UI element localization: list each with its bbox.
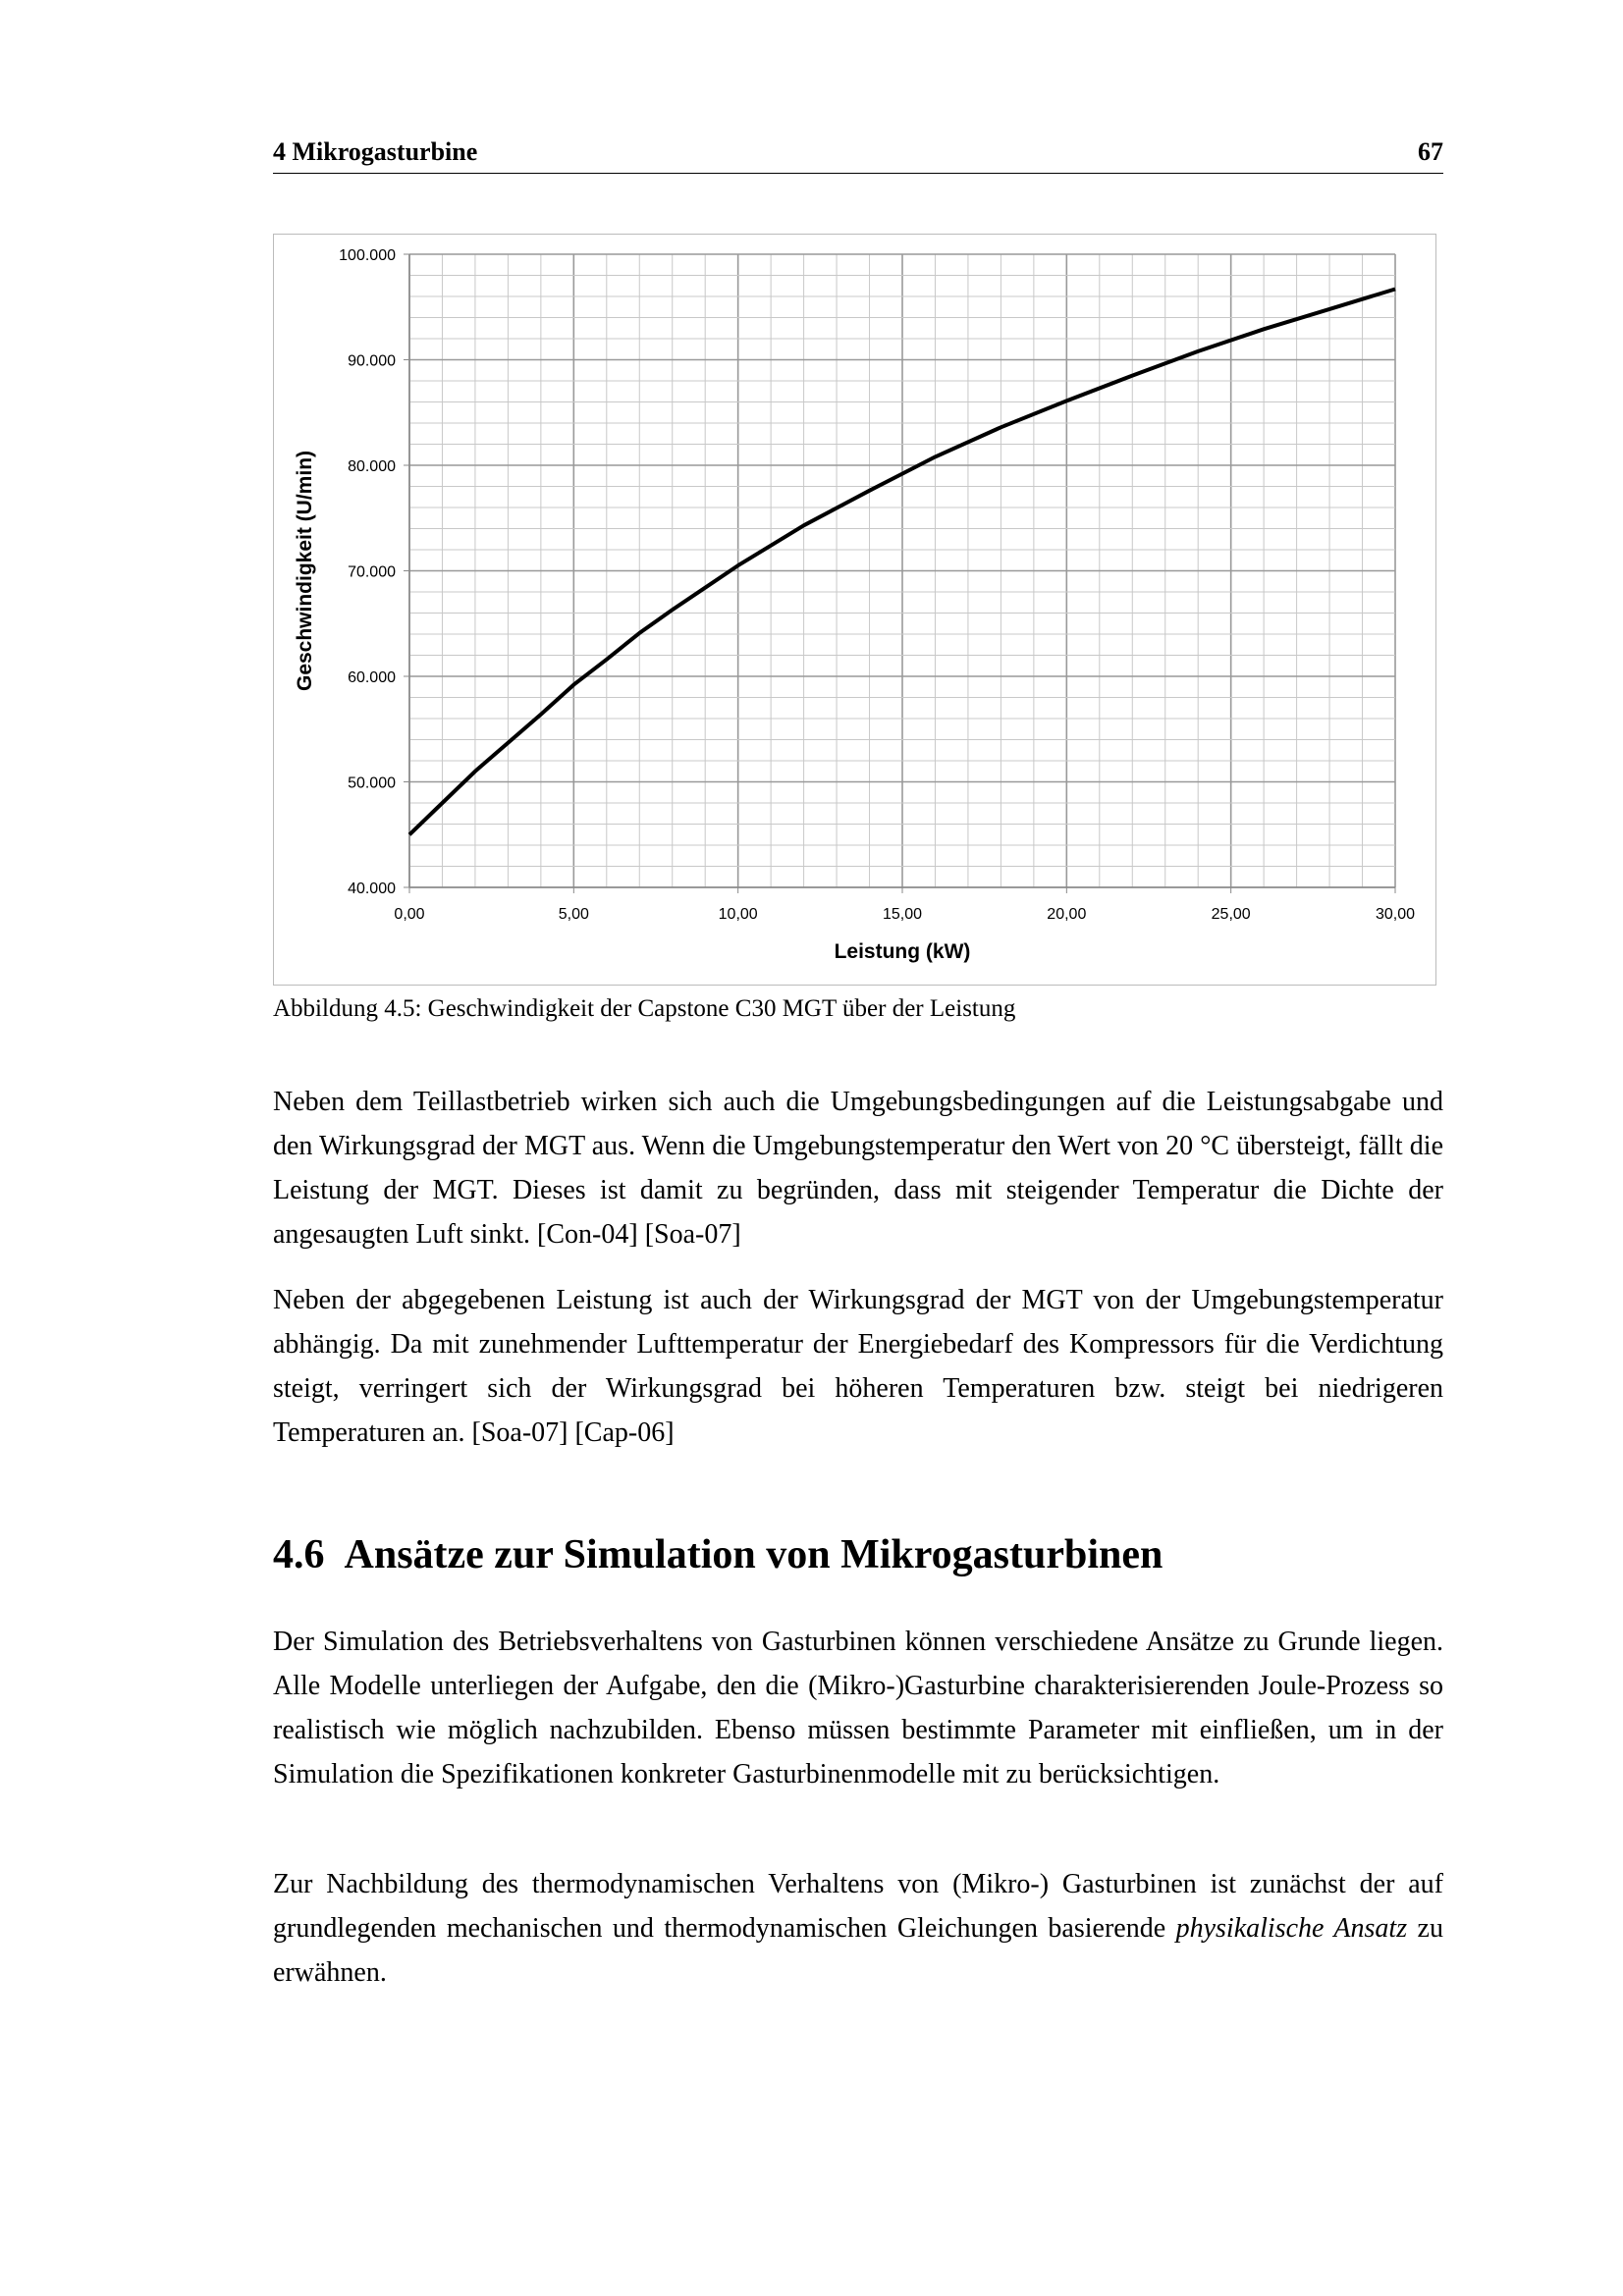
speed-chart bbox=[273, 234, 1436, 986]
page-number: 67 bbox=[1418, 137, 1443, 166]
section-heading bbox=[273, 1531, 1163, 1578]
y-axis-label: Geschwindigkeit (U/min) bbox=[294, 450, 316, 692]
y-tick-label: 40.000 bbox=[348, 881, 396, 897]
y-tick-label: 60.000 bbox=[348, 669, 396, 686]
y-tick-label: 100.000 bbox=[339, 247, 396, 264]
paragraph-4 bbox=[273, 1862, 1443, 1995]
paragraph-4-italic: physikalische Ansatz bbox=[1175, 1913, 1408, 1944]
x-tick-label: 5,00 bbox=[558, 906, 589, 923]
paragraph-4-end: zu erwähnen. bbox=[273, 1913, 1443, 1988]
section-title: Ansätze zur Simulation von Mikrogasturbinen bbox=[344, 1532, 1163, 1577]
y-tick-label: 50.000 bbox=[348, 774, 396, 792]
chart-svg bbox=[274, 235, 1437, 987]
x-tick-label: 15,00 bbox=[882, 906, 923, 923]
paragraph-1: Neben dem Teillastbetrieb wirken sich auch die Umgebungsbedingungen auf die Leistungsabgabe und den Wirkungsgrad der MGT aus. Wenn die Umgebungstemperatur den Wert von 20 °C übersteigt, fällt die Leistung der MGT. Dieses ist damit zu begründen, dass mit steigender Temperatur die Dichte der angesaugten Luft sinkt. [Con-04] [Soa-07] bbox=[273, 1087, 1443, 1250]
x-axis-label: Leistung (kW) bbox=[834, 940, 971, 963]
x-tick-label: 20,00 bbox=[1047, 906, 1087, 923]
x-tick-label: 25,00 bbox=[1211, 906, 1251, 923]
paragraph-4-text: Zur Nachbildung des thermodynamischen Verhaltens von (Mikro-) Gasturbinen ist zunächst der auf grundlegenden mechanischen und thermodynamischen Gleichungen basierende bbox=[273, 1869, 1443, 1944]
x-tick-label: 30,00 bbox=[1375, 906, 1416, 923]
y-tick-label: 80.000 bbox=[348, 458, 396, 475]
y-tick-label: 90.000 bbox=[348, 352, 396, 370]
y-tick-label: 70.000 bbox=[348, 563, 396, 581]
x-tick-label: 10,00 bbox=[718, 906, 758, 923]
section-number: 4.6 bbox=[273, 1532, 325, 1577]
figure-caption: Abbildung 4.5: Geschwindigkeit der Capstone C30 MGT über der Leistung bbox=[273, 995, 1016, 1022]
x-tick-label: 0,00 bbox=[394, 906, 425, 923]
paragraph-3: Der Simulation des Betriebsverhaltens von Gasturbinen können verschiedene Ansätze zu Grunde liegen. Alle Modelle unterliegen der Aufgabe, den die (Mikro-)Gasturbine charakterisierenden Joule-Prozess so realistisch wie möglich nachzubilden. Ebenso müssen bestimmte Parameter mit einfließen, um in der Simulation die Spezifikationen konkreter Gasturbinenmodelle mit zu berücksichtigen. bbox=[273, 1627, 1443, 1789]
paragraph-2: Neben der abgegebenen Leistung ist auch der Wirkungsgrad der MGT von der Umgebungstemperatur abhängig. Da mit zunehmender Lufttemperatur der Energiebedarf des Kompressors für die Verdichtung steigt, verringert sich der Wirkungsgrad bei höheren Temperaturen bzw. steigt bei niedrigeren Temperaturen an. [Soa-07] [Cap-06] bbox=[273, 1285, 1443, 1448]
chapter-title: 4 Mikrogasturbine bbox=[273, 137, 478, 166]
running-header bbox=[273, 137, 1443, 174]
